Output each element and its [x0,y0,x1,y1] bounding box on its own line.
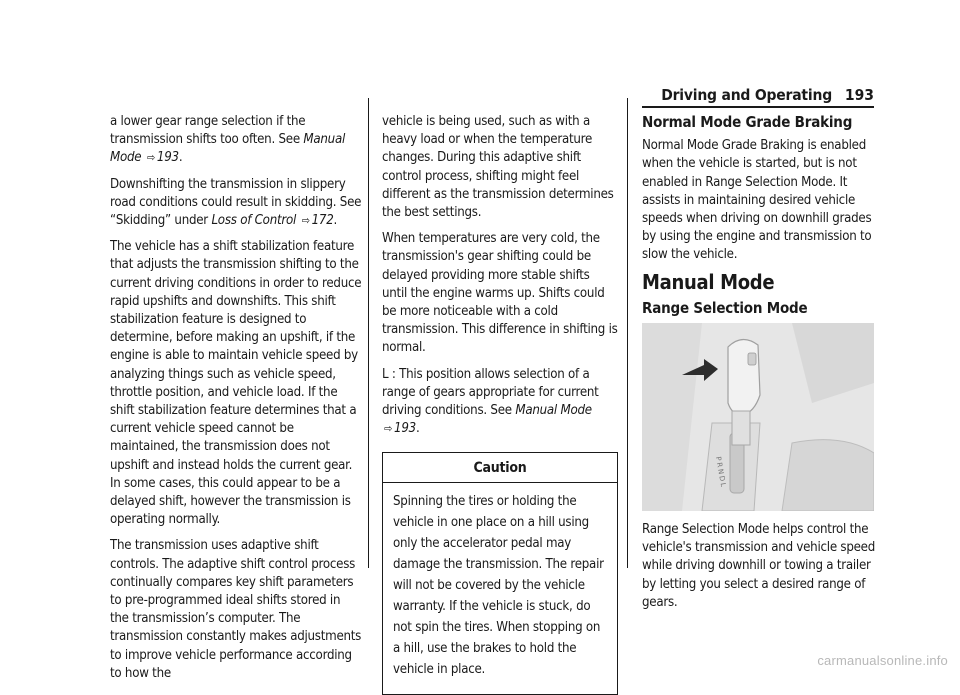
caution-title: Caution [383,453,617,482]
page-ref-icon: ⇨ [301,214,310,228]
page-ref-193[interactable]: 193 [156,150,179,166]
manual-mode-link[interactable]: Manual Mode [515,403,592,419]
header-rule [642,106,874,108]
paragraph-grade-braking: Normal Mode Grade Braking is enabled when the vehicle is started, but is not enabled in Range Selection Mode. It assists in maintaining desired vehicle speeds when driving on downhill grades by using the engine and transmission to slow the vehicle. [642,138,872,263]
caution-box [382,452,618,694]
page-ref-icon: ⇨ [384,422,393,436]
column-right [642,113,878,620]
manual-mode-link[interactable]: Manual Mode [110,132,346,166]
loss-of-control-link[interactable]: Loss of Control [211,213,297,229]
paragraph-adaptive-continued: vehicle is being used, such as with a heavy load or when the temperature changes. During this adaptive shift control process, shifting might feel different as the transmission determines the best settings. [382,114,614,221]
section-title: Driving and Operating [661,86,832,104]
shifter-illustration-svg [642,323,874,511]
caution-body: Spinning the tires or holding the vehicle in one place on a hill using only the accelerator pedal may damage the transmission. The repair will not be covered by the vehicle warranty. If the vehicle is stuck, do not spin the tires. When stopping on a hill, use the brakes to hold the vehicle in place. [393,493,604,677]
paragraph-range-selection: Range Selection Mode helps control the vehicle's transmission and vehicle speed while driving downhill or towing a trailer by letting you select a desired range of gears. [642,522,875,610]
page-ref-193[interactable]: 193 [394,421,416,437]
column-left [110,113,362,691]
page-ref-icon: ⇨ [146,151,155,165]
heading-normal-mode-grade-braking: Normal Mode Grade Braking [642,113,853,131]
column-divider-left [368,98,369,568]
page-number: 193 [844,86,874,104]
paragraph-cold-temperatures: When temperatures are very cold, the transmission's gear shifting could be delayed providing more stable shifts until the engine warms up. Shifts could be more noticeable with a cold transmission. This difference in shifting is normal. [382,231,618,356]
heading-range-selection-mode: Range Selection Mode [642,298,808,317]
watermark: carmanualsonline.info [817,653,948,668]
column-middle [382,113,618,695]
shifter-illustration [642,323,874,511]
page-header [0,82,960,108]
paragraph-gear-range: a lower gear range selection if the transmission shifts too often. See Manual Mode ⇨ 193. [110,114,346,166]
paragraph-adaptive-shift: The transmission uses adaptive shift controls. The adaptive shift control process continually compares key shift parameters to pre-programmed ideal shifts stored in the transmission’s computer. The transmission constantly makes adjustments to improve vehicle performance according to how the [110,538,362,681]
paragraph-l-position: L : This position allows selection of a range of gears appropriate for current driving conditions. See Manual Mode ⇨ 193. [382,366,599,437]
l-position-label: L : [382,366,396,382]
column-divider-right [627,98,628,568]
svg-text:P R N D L: P R N D L [714,455,728,488]
page-ref-172[interactable]: 172 [311,213,334,229]
heading-manual-mode: Manual Mode [642,269,775,294]
paragraph-downshifting: Downshifting the transmission in slippery road conditions could result in skidding. See “Skidding” under Loss of Control ⇨ 172. [110,176,362,229]
paragraph-shift-stabilization: The vehicle has a shift stabilization feature that adjusts the transmission shifting to the current driving conditions in order to reduce rapid upshifts and downshifts. This shift stabilization feature is designed to determine, before making an upshift, if the engine is able to maintain vehicle speed by analyzing things such as vehicle speed, throttle position, and vehicle load. If the shift stabilization feature determines that a current vehicle speed cannot be maintained, the transmission does not upshift and instead holds the current gear. In some cases, this could appear to be a delayed shift, however the transmission is operating normally. [110,239,362,528]
